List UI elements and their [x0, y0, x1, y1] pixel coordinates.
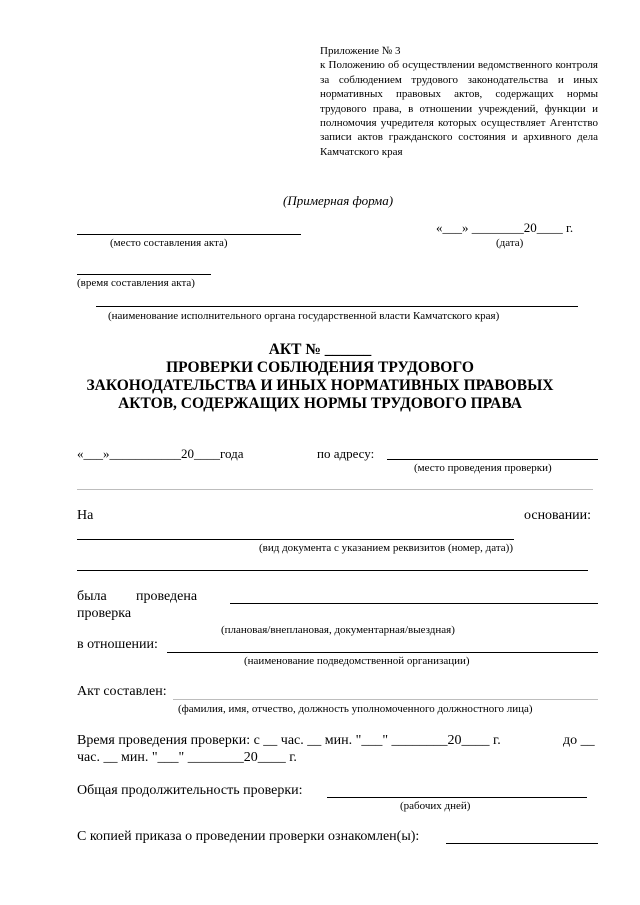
duration-line[interactable]: [327, 797, 587, 798]
conducted-word-1: была: [77, 589, 107, 604]
basis-label: основании:: [524, 508, 592, 523]
act-title-line-1: ПРОВЕРКИ СОБЛЮДЕНИЯ ТРУДОВОГО: [166, 359, 474, 376]
conducted-word-2: проведена: [136, 589, 198, 604]
act-title-line-2: ЗАКОНОДАТЕЛЬСТВА И ИНЫХ НОРМАТИВНЫХ ПРАВОВЫХ: [86, 377, 554, 394]
copy-label: С копией приказа о проведении проверки ознакомлен(ы):: [77, 829, 420, 844]
place-line[interactable]: [77, 234, 301, 235]
check-time-line-1[interactable]: Время проведения проверки: с __ час. __ мин. "___" ________20____ г.: [77, 733, 501, 748]
place-caption: (место составления акта): [110, 237, 228, 249]
authority-line[interactable]: [96, 306, 578, 307]
check-type-caption: (плановая/внеплановая, документарная/выездная): [221, 624, 455, 636]
act-author-label: Акт составлен:: [77, 684, 167, 699]
act-title-line-3: АКТОВ, СОДЕРЖАЩИХ НОРМЫ ТРУДОВОГО ПРАВА: [118, 395, 522, 412]
check-time-end[interactable]: до __: [563, 733, 595, 748]
address-label: по адресу:: [317, 446, 375, 461]
organization-line[interactable]: [167, 652, 598, 653]
check-time-line-2[interactable]: час. __ мин. "___" ________20____ г.: [77, 750, 297, 765]
address-line-2[interactable]: [77, 489, 593, 490]
address-line[interactable]: [387, 459, 598, 460]
author-line[interactable]: [173, 699, 598, 700]
check-word: проверка: [77, 606, 132, 621]
document-line[interactable]: [77, 539, 514, 540]
time-line[interactable]: [77, 274, 211, 275]
act-number: АКТ № ______: [268, 341, 372, 358]
document-caption: (вид документа с указанием реквизитов (номер, дата)): [259, 542, 513, 554]
authority-caption: (наименование исполнительного органа государственной власти Камчатского края): [108, 310, 500, 322]
date-caption: (дата): [496, 237, 524, 249]
form-note: (Примерная форма): [283, 193, 394, 208]
organization-caption: (наименование подведомственной организации): [244, 655, 470, 667]
copy-line[interactable]: [446, 843, 598, 844]
act-date-line[interactable]: «___»___________20____года: [77, 446, 244, 461]
duration-label: Общая продолжительность проверки:: [77, 783, 303, 798]
appendix-block: [320, 44, 598, 159]
regarding-label: в отношении:: [77, 637, 158, 652]
date-field[interactable]: «___» ________20____ г.: [436, 220, 574, 235]
address-caption: (место проведения проверки): [414, 462, 552, 474]
on-label: На: [77, 508, 94, 523]
appendix-body: к Положению об осуществлении ведомственного контроля за соблюдением трудового законодательства и иных нормативных правовых актов, содержащих нормы трудового права, в отношении учреждений, функции и полномочия учредителя которых осуществляет Агентство записи актов гражданского состояния и архивного дела Камчатского края: [320, 59, 598, 158]
appendix-title: Приложение № 3: [320, 45, 401, 57]
duration-caption: (рабочих дней): [400, 800, 471, 812]
author-caption: (фамилия, имя, отчество, должность уполномоченного должностного лица): [178, 703, 533, 715]
time-caption: (время составления акта): [77, 277, 195, 289]
document-line-2[interactable]: [77, 570, 588, 571]
check-type-line[interactable]: [230, 603, 598, 604]
